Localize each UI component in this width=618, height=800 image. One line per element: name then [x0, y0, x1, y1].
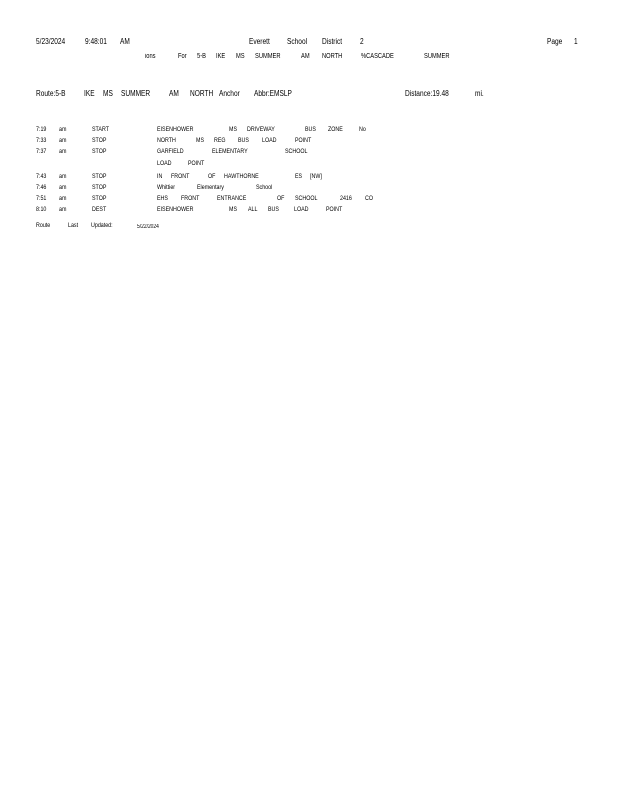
subtitle-word: SUMMER — [255, 53, 281, 60]
stop-type: STOP — [92, 184, 107, 191]
stop-description-word: IN — [157, 173, 163, 180]
stop-description-word: POINT — [188, 160, 205, 167]
route-word: IKE — [84, 89, 95, 98]
stop-description-word: POINT — [326, 206, 343, 213]
stop-type: STOP — [92, 173, 107, 180]
org-word: Everett — [249, 37, 270, 46]
stop-description-word: SCHOOL — [285, 148, 308, 155]
stop-description-word: FRONT — [171, 173, 190, 180]
footer-word: Route — [36, 222, 51, 229]
stop-time: 7:51 — [36, 195, 47, 202]
stop-ampm: am — [59, 206, 67, 213]
stop-time: 7:37 — [36, 148, 47, 155]
subtitle-word: MS — [236, 53, 245, 60]
subtitle-word: IKE — [216, 53, 226, 60]
stop-ampm: am — [59, 148, 67, 155]
stop-description-word: EHS — [157, 195, 168, 202]
stop-description-word: ZONE — [328, 126, 343, 133]
stop-description-word: SCHOOL — [295, 195, 318, 202]
stop-description-word: Elementary — [197, 184, 224, 191]
route-distance: Distance:19.48 — [405, 89, 449, 98]
route-word: MS — [103, 89, 113, 98]
org-word: District — [322, 37, 343, 46]
stop-description-word: 2416 — [340, 195, 352, 202]
route-word: SUMMER — [121, 89, 151, 98]
stop-description-word: REG — [214, 137, 226, 144]
stop-description-word: ENTRANCE — [217, 195, 247, 202]
stop-description-word: LOAD — [262, 137, 277, 144]
stop-ampm: am — [59, 173, 67, 180]
stop-time: 8:10 — [36, 206, 47, 213]
subtitle-word: For — [178, 53, 187, 60]
stop-description-word: MS — [196, 137, 204, 144]
route-word: Route:5-B — [36, 89, 66, 98]
stop-description-word: DRIVEWAY — [247, 126, 275, 133]
stop-ampm: am — [59, 126, 67, 133]
route-word: AM — [169, 89, 179, 98]
stop-description-word: FRONT — [181, 195, 200, 202]
stop-time: 7:46 — [36, 184, 47, 191]
page-label: Page — [547, 37, 563, 46]
org-word: School — [287, 37, 308, 46]
stop-description-word: LOAD — [157, 160, 172, 167]
footer-word: Last — [68, 222, 79, 229]
stop-description-word: Whittier — [157, 184, 176, 191]
report-ampm: AM — [120, 37, 130, 46]
route-word: Anchor — [219, 89, 240, 98]
stop-description-word: NORTH — [157, 137, 176, 144]
stop-time: 7:19 — [36, 126, 47, 133]
stop-description-word: ES — [295, 173, 303, 180]
subtitle-word: 5-B — [197, 53, 206, 60]
stop-description-word: ALL — [248, 206, 258, 213]
stop-description-word: POINT — [295, 137, 312, 144]
subtitle-word: %CASCADE — [361, 53, 394, 60]
stop-type: STOP — [92, 195, 107, 202]
stop-description-word: [NW] — [310, 173, 322, 180]
stop-description-word: BUS — [268, 206, 279, 213]
stop-description-word: CO — [365, 195, 373, 202]
stop-description-word: OF — [208, 173, 216, 180]
stop-time: 7:43 — [36, 173, 47, 180]
page-number: 1 — [574, 37, 578, 46]
org-word: 2 — [360, 37, 364, 46]
stop-description-word: School — [256, 184, 273, 191]
stop-ampm: am — [59, 195, 67, 202]
subtitle-word: AM — [301, 53, 310, 60]
stop-description-word: ELEMENTARY — [212, 148, 248, 155]
subtitle-word: SUMMER — [424, 53, 450, 60]
stop-description-word: LOAD — [294, 206, 309, 213]
stop-ampm: am — [59, 137, 67, 144]
stop-type: STOP — [92, 137, 107, 144]
stop-description-word: HAWTHORNE — [224, 173, 259, 180]
report-time: 9:48:01 — [85, 37, 107, 46]
stop-type: DEST — [92, 206, 107, 213]
stop-type: START — [92, 126, 109, 133]
route-distance-unit: mi. — [475, 89, 484, 98]
stop-description-word: OF — [277, 195, 285, 202]
stop-description-word: EISENHOWER — [157, 206, 194, 213]
stop-description-word: MS — [229, 126, 237, 133]
report-date: 5/23/2024 — [36, 37, 66, 46]
footer-word: Updated: — [91, 222, 113, 229]
stop-description-word: GARFIELD — [157, 148, 184, 155]
stop-description-word: EISENHOWER — [157, 126, 194, 133]
footer-date: 5/22/2024 — [137, 224, 159, 230]
route-word: NORTH — [190, 89, 214, 98]
stop-description-word: MS — [229, 206, 237, 213]
stop-type: STOP — [92, 148, 107, 155]
stop-description-word: No — [359, 126, 366, 133]
stop-time: 7:33 — [36, 137, 47, 144]
stop-ampm: am — [59, 184, 67, 191]
subtitle-word: ions — [145, 53, 156, 60]
stop-description-word: BUS — [238, 137, 249, 144]
stop-description-word: BUS — [305, 126, 316, 133]
route-word: Abbr:EMSLP — [254, 89, 292, 98]
subtitle-word: NORTH — [322, 53, 343, 60]
